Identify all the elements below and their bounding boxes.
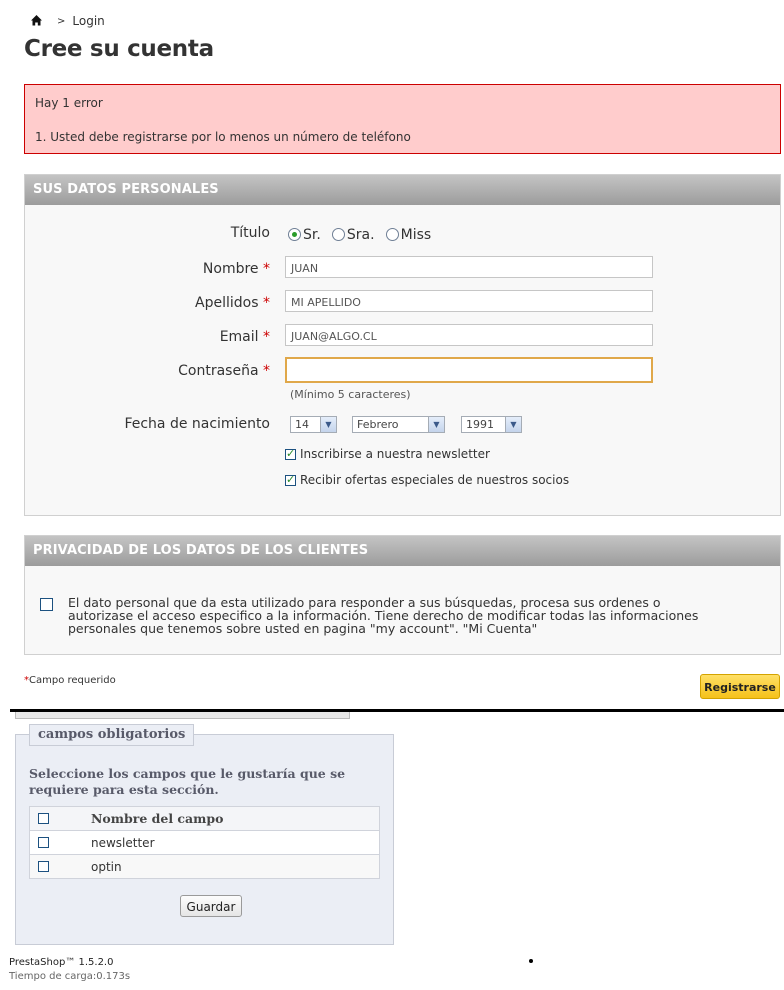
row-checkbox[interactable] <box>38 837 49 848</box>
title-label: Título <box>230 225 270 241</box>
hidden-toolbar-edge <box>15 712 350 719</box>
required-fields-legend: campos obligatorios <box>29 724 194 746</box>
title-option-miss[interactable]: Miss <box>386 224 432 243</box>
chevron-down-icon: ▼ <box>428 417 444 432</box>
required-note: *Campo requerido <box>24 675 116 686</box>
radio-icon[interactable] <box>288 228 301 241</box>
page-title: Cree su cuenta <box>24 36 214 62</box>
error-box <box>24 84 781 154</box>
password-label: Contraseña * <box>178 363 270 379</box>
title-option-sra[interactable]: Sra. <box>332 224 375 243</box>
error-heading: Hay 1 error <box>35 96 103 110</box>
privacy-text: El dato personal que da esta utilizado para responder a sus búsquedas, procesa sus ordenes o autorizase el acceso especifico a la información. Tiene derecho de modificar todas las informaciones personales que tenemos sobre usted en pagina "my account". "Mi Cuenta" <box>68 595 699 636</box>
section-header: PRIVACIDAD DE LOS DATOS DE LOS CLIENTES <box>25 536 780 566</box>
footer-version: PrestaShop™ 1.5.2.0 <box>9 957 114 968</box>
nombre-input[interactable]: JUAN <box>285 256 653 278</box>
optin-checkbox[interactable] <box>285 475 296 486</box>
error-item: 1. Usted debe registrarse por lo menos un número de teléfono <box>35 130 411 144</box>
birthdate-label: Fecha de nacimiento <box>124 416 270 432</box>
row-checkbox[interactable] <box>38 861 49 872</box>
birth-month-select[interactable]: Febrero ▼ <box>352 416 445 433</box>
table-row: optin <box>30 854 379 878</box>
chevron-down-icon: ▼ <box>320 417 336 432</box>
footer-load-time: Tiempo de carga:0.173s <box>9 971 131 982</box>
save-button[interactable]: Guardar <box>180 895 242 917</box>
title-option-sr[interactable]: Sr. <box>288 224 321 243</box>
table-row: newsletter <box>30 830 379 854</box>
optin-option[interactable]: ✓ Recibir ofertas especiales de nuestros socios <box>285 473 569 487</box>
required-fields-table <box>29 806 380 879</box>
birth-year-select[interactable]: 1991 ▼ <box>461 416 522 433</box>
newsletter-option[interactable]: ✓ Inscribirse a nuestra newsletter <box>285 447 490 461</box>
password-hint: (Mínimo 5 caracteres) <box>290 388 411 401</box>
dot-marker <box>529 959 533 963</box>
apellidos-input[interactable]: MI APELLIDO <box>285 290 653 312</box>
chevron-down-icon: ▼ <box>505 417 521 432</box>
section-header: SUS DATOS PERSONALES <box>25 175 780 205</box>
radio-icon[interactable] <box>332 228 345 241</box>
privacy-checkbox[interactable] <box>40 598 53 611</box>
email-label: Email * <box>219 329 270 345</box>
breadcrumb-separator: > <box>57 15 66 27</box>
newsletter-checkbox[interactable] <box>285 449 296 460</box>
breadcrumb <box>30 14 105 28</box>
apellidos-label: Apellidos * <box>195 295 270 311</box>
password-input[interactable] <box>285 357 653 383</box>
home-icon[interactable] <box>30 14 44 28</box>
radio-icon[interactable] <box>386 228 399 241</box>
table-header: Nombre del campo <box>30 807 379 830</box>
select-all-checkbox[interactable] <box>38 813 49 824</box>
nombre-label: Nombre * <box>202 261 270 277</box>
title-radio-group <box>288 224 431 243</box>
birth-day-select[interactable]: 14 ▼ <box>290 416 337 433</box>
breadcrumb-current: Login <box>72 14 105 28</box>
register-button[interactable]: Registrarse <box>700 674 780 699</box>
required-fields-description: Seleccione los campos que le gustaría que se requiere para esta sección. <box>29 766 346 797</box>
email-input[interactable]: JUAN@ALGO.CL <box>285 324 653 346</box>
